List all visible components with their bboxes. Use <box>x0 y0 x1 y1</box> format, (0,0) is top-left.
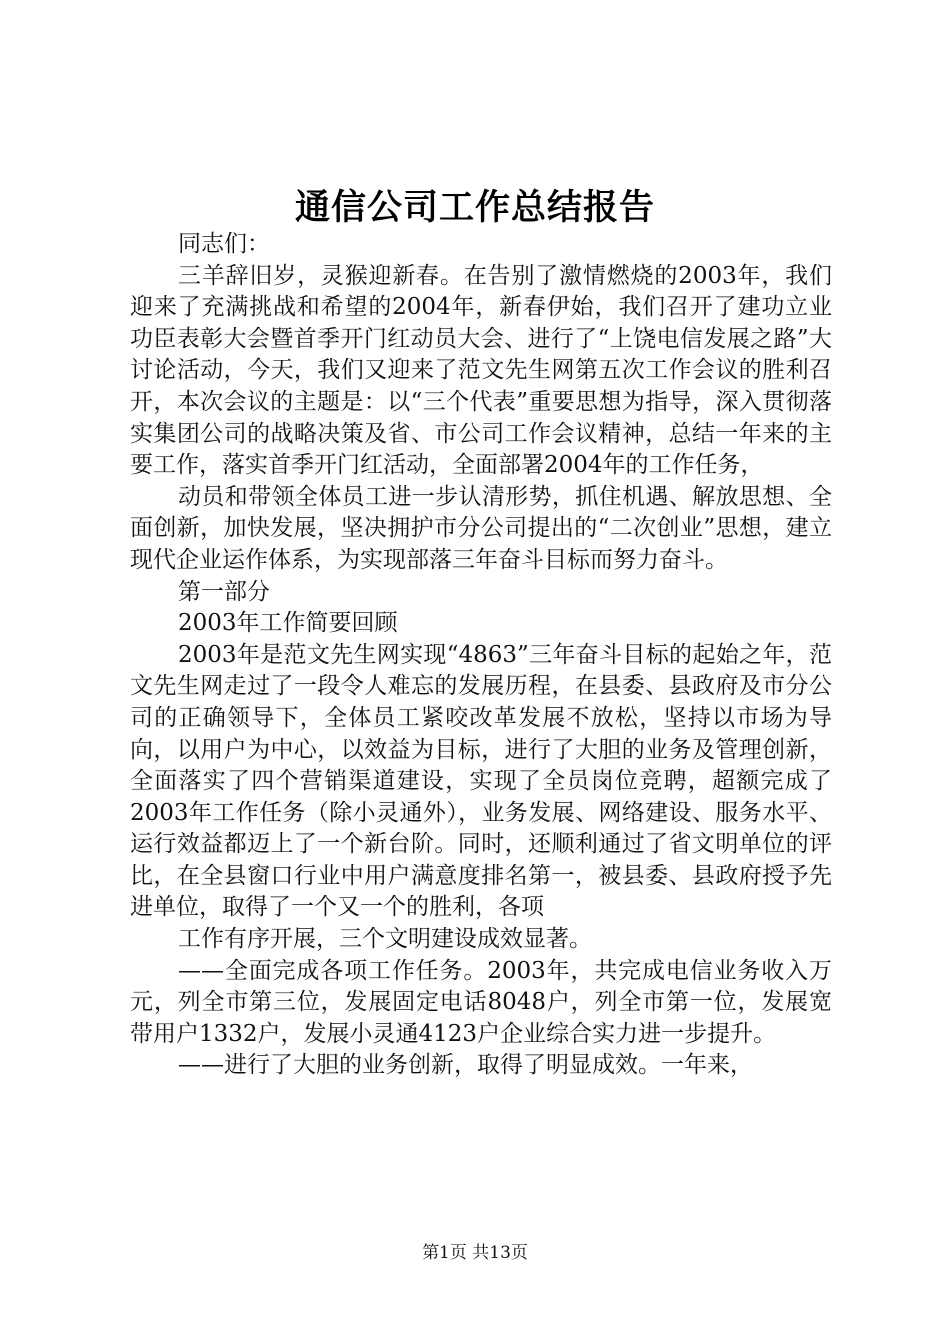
paragraph-greeting: 同志们： <box>178 231 270 257</box>
paragraph: 2003年是范文先生网实现“4863”三年奋斗目标的起始之年，范文先生网走过了一段令人难忘的发展历程，在县委、县政府及市分公司的正确领导下，全体员工紧咬改革发展不放松，坚持以市场为导向，以用户为中心，以效益为目标，进行了大胆的业务及管理创新，全面落实了四个营销渠道建设，实现了全员岗位竞聘，超额完成了2003年工作任务（除小灵通外），业务发展、网络建设、服务水平、运行效益都迈上了一个新台阶。同时，还顺利通过了省文明单位的评比，在全县窗口行业中用户满意度排名第一，被县委、县政府授予先进单位，取得了一个又一个的胜利，各项 <box>130 641 832 921</box>
paragraph: ——进行了大胆的业务创新，取得了明显成效。一年来， <box>178 1052 753 1079</box>
paragraph: ——全面完成各项工作任务。2003年，共完成电信业务收入万元，列全市第三位，发展固定电话8048户，列全市第一位，发展宽带用户1332户，发展小灵通4123户企业综合实力进一步提升。 <box>130 957 832 1047</box>
paragraph: 三羊辞旧岁，灵猴迎新春。在告别了激情燃烧的2003年，我们迎来了充满挑战和希望的2004年，新春伊始，我们召开了建功立业功臣表彰大会暨首季开门红动员大会、进行了“上饶电信发展之路”大讨论活动，今天，我们又迎来了范文先生网第五次工作会议的胜利召开，本次会议的主题是：以“三个代表”重要思想为指导，深入贯彻落实集团公司的战略决策及省、市公司工作会议精神，总结一年来的主要工作，落实首季开门红活动，全面部署2004年的工作任务， <box>130 262 832 479</box>
section-heading: 第一部分 <box>178 578 270 605</box>
document-title: 通信公司工作总结报告 <box>294 187 655 228</box>
section-subheading: 2003年工作简要回顾 <box>178 610 398 637</box>
document-body <box>130 229 832 1082</box>
page-footer: 第1页 共13页 <box>422 1243 528 1263</box>
paragraph: 动员和带领全体员工进一步认清形势，抓住机遇、解放思想、全面创新，加快发展，坚决拥护市分公司提出的“二次创业”思想，建立现代企业运作体系，为实现部落三年奋斗目标而努力奋斗。 <box>130 483 832 573</box>
paragraph: 工作有序开展，三个文明建设成效显著。 <box>178 926 592 953</box>
